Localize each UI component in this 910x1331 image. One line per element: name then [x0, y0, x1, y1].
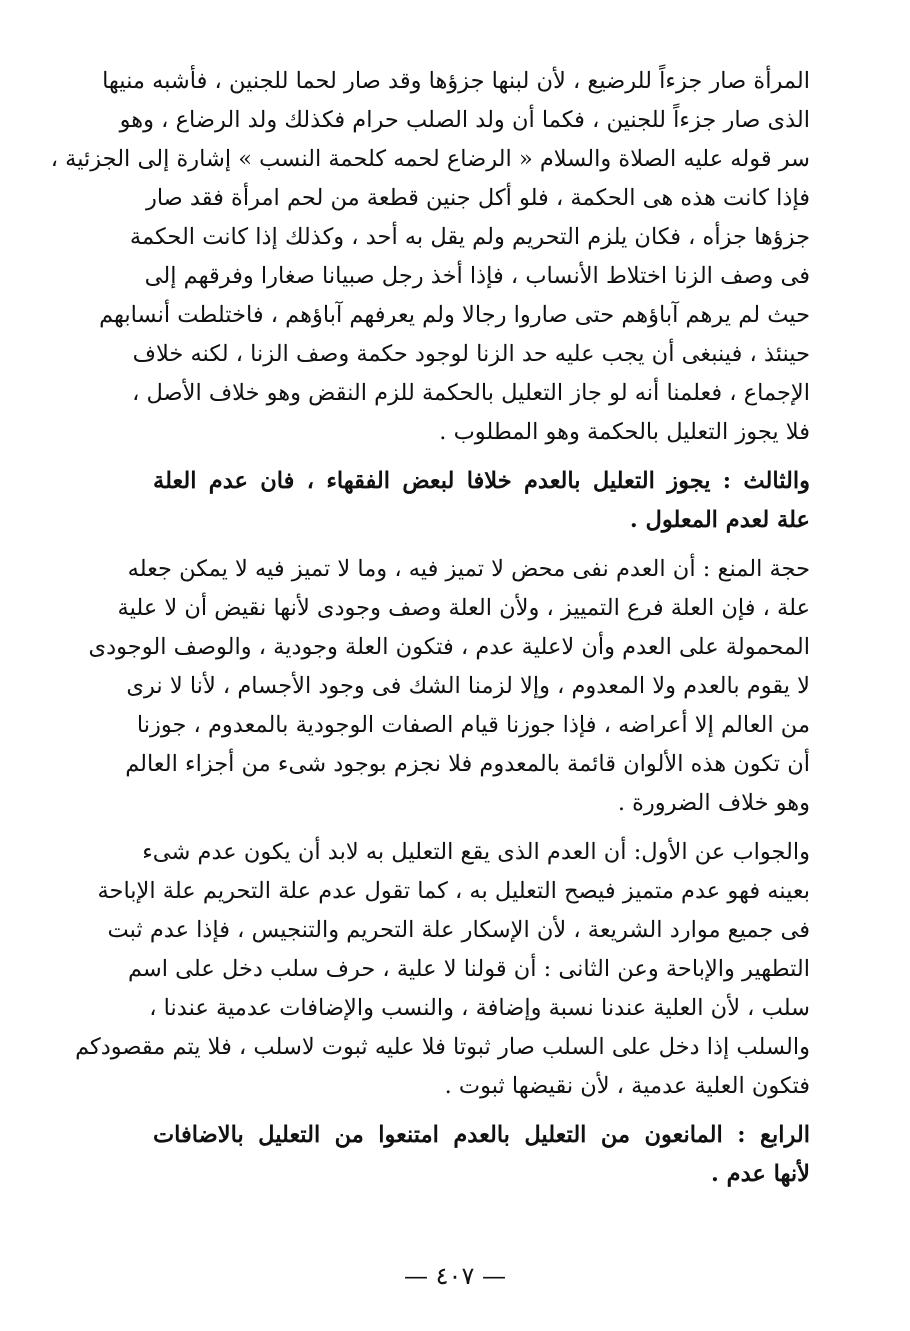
text-line: لأنها عدم .	[711, 1161, 810, 1187]
text-line: سلب ، لأن العلية عندنا نسبة وإضافة ، والنسب والإضافات عدمية عندنا ،	[149, 995, 810, 1021]
text-line: والسلب إذا دخل على السلب صار ثبوتا فلا عليه ثبوت لاسلب ، فلا يتم مقصودكم	[75, 1034, 810, 1060]
text-line: حينئذ ، فينبغى أن يجب عليه حد الزنا لوجود حكمة وصف الزنا ، لكنه خلاف	[132, 341, 810, 367]
text-line: الرابع : المانعون من التعليل بالعدم امتنعوا من التعليل بالاضافات	[153, 1122, 810, 1148]
text-line: أن تكون هذه الألوان قائمة بالمعدوم فلا نجزم بوجود شىء من أجزاء العالم	[125, 751, 810, 777]
body-paragraph	[50, 62, 810, 452]
text-line: فإذا كانت هذه هى الحكمة ، فلو أكل جنين قطعة من لحم امرأة فقد صار	[145, 185, 810, 211]
text-line: الإجماع ، فعلمنا أنه لو جاز التعليل بالحكمة للزم النقض وهو خلاف الأصل ،	[132, 380, 810, 406]
text-line: الذى صار جزءاً للجنين ، فكما أن ولد الصلب حرام فكذلك ولد الرضاع ، وهو	[119, 107, 810, 133]
section-heading-paragraph	[153, 1116, 810, 1194]
section-heading-paragraph	[153, 462, 810, 540]
text-line: والجواب عن الأول: أن العدم الذى يقع التعليل به لابد أن يكون عدم شىء	[142, 839, 810, 865]
text-line: من العالم إلا أعراضه ، فإذا جوزنا قيام الصفات الوجودية بالمعدوم ، جوزنا	[136, 712, 810, 738]
text-line: حجة المنع : أن العدم نفى محض لا تميز فيه ، وما لا تميز فيه لا يمكن جعله	[127, 556, 810, 582]
text-line: وهو خلاف الضرورة .	[617, 790, 810, 816]
text-line: فتكون العلية عدمية ، لأن نقيضها ثبوت .	[444, 1073, 810, 1099]
page-number: — ٤٠٧ —	[404, 1262, 506, 1290]
text-line: التطهير والإباحة وعن الثانى : أن قولنا لا علية ، حرف سلب دخل على اسم	[127, 956, 810, 982]
text-line: جزؤها جزأه ، فكان يلزم التحريم ولم يقل به أحد ، وكذلك إذا كانت الحكمة	[129, 224, 810, 250]
body-text	[50, 62, 810, 1194]
text-line: علة ، فإن العلة فرع التمييز ، ولأن العلة وصف وجودى لأنها نقيض أن لا علية	[117, 595, 810, 621]
text-line: بعينه فهو عدم متميز فيصح التعليل به ، كما تقول عدم علة التحريم علة الإباحة	[97, 878, 810, 904]
body-paragraph	[75, 833, 810, 1106]
text-line: المحمولة على العدم وأن لاعلية عدم ، فتكون العلة وجودية ، والوصف الوجودى	[88, 634, 810, 660]
body-paragraph	[88, 550, 810, 823]
text-line: فى وصف الزنا اختلاط الأنساب ، فإذا أخذ رجل صبيانا صغارا وفرقهم إلى	[144, 263, 810, 289]
text-line: فلا يجوز التعليل بالحكمة وهو المطلوب .	[439, 419, 810, 445]
text-line: لا يقوم بالعدم ولا المعدوم ، وإلا لزمنا الشك فى وجود الأجسام ، لأنا لا نرى	[126, 673, 810, 699]
text-line: حيث لم يرهم آباؤهم حتى صاروا رجالا ولم يعرفهم آباؤهم ، فاختلطت أنسابهم	[99, 302, 810, 328]
text-line: والثالث : يجوز التعليل بالعدم خلافا لبعض الفقهاء ، فان عدم العلة	[153, 468, 810, 494]
text-line: علة لعدم المعلول .	[629, 507, 810, 533]
text-line: سر قوله عليه الصلاة والسلام « الرضاع لحمه كلحمة النسب » إشارة إلى الجزئية ،	[50, 146, 810, 172]
text-line: فى جميع موارد الشريعة ، لأن الإسكار علة التحريم والتنجيس ، فإذا عدم ثبت	[107, 917, 810, 943]
text-line: المرأة صار جزءاً للرضيع ، لأن لبنها جزؤها وقد صار لحما للجنين ، فأشبه منيها	[102, 68, 810, 94]
